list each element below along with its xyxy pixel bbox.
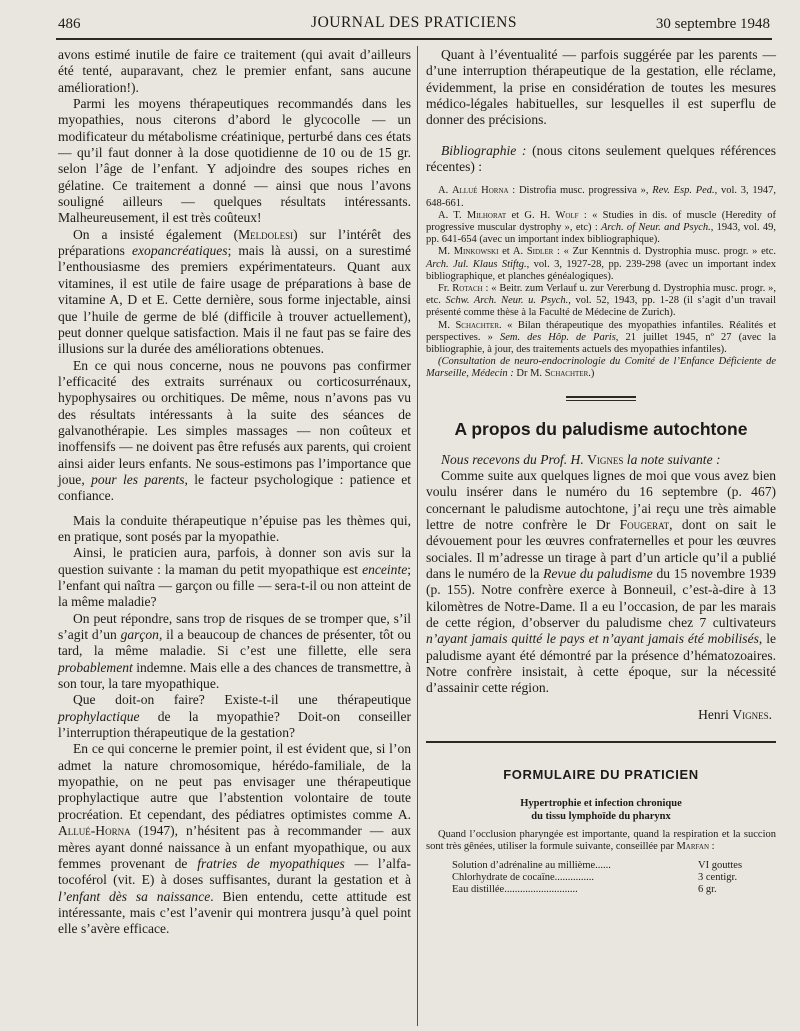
- article-intro: Nous recevons du Prof. H. Vignes la note suivante :: [441, 451, 721, 467]
- right-column: [426, 47, 776, 897]
- article-title: A propos du paludisme autochtone: [454, 418, 748, 439]
- paragraph: Quant à l’éventualité — parfois suggérée par les parents — d’une interruption thérapeutique de la gestation, elle réclame, évidemment, la prise en considération de toutes les mesures médico-légales habituelles, sur lesquelles il est superflu de donner des précisions.: [426, 47, 776, 128]
- page-header: [58, 12, 770, 36]
- page-number: 486: [58, 16, 81, 32]
- formulaire-subtitle: Hypertrophie et infection chronique du tissu lymphoïde du pharynx: [520, 798, 682, 822]
- paragraph: En ce qui nous concerne, nous ne pouvons pas confirmer l’efficacité des extraits surrénaux ou corticosurrénaux, hypophysaires ou orchitiques. De même, nous n’avons pas vu des résultats intéressants à la suite des séances de galvanothérapie. Les simples massages — non coûteux et inoffensifs — ne doivent pas être refusés aux parents, qui croient ainsi aider leurs enfants. Ne sous-estimons pas l’importance que joue, pour les parents, le facteur psychologique : patience et confiance.: [58, 357, 411, 504]
- bibliography-heading: Bibliographie : (nous citons seulement quelques références récentes) :: [426, 142, 777, 175]
- reference: M. Schachter. « Bilan thérapeutique des myopathies infantiles. Réalités et perspectives. » Sem. des Hôp. de Paris, 21 juillet 1945, nº 27 (avec la bibliographie, à jour, des traitements actuels des myopathies infantiles).: [426, 319, 776, 356]
- formulaire-title: FORMULAIRE DU PRATICIEN: [503, 767, 699, 783]
- reference: A. T. Milhorat et G. H. Wolf : « Studies in dis. of muscle (Heredity of progressive muscular dystrophy », etc) : Arch. of Neur. and Psych., 1943, vol. 49, pp. 641-654 (avec un important index bibliographique).: [426, 209, 776, 246]
- column-divider: [417, 46, 418, 1026]
- paragraph: En ce qui concerne le premier point, il est évident que, si l’on admet la nature chromosomique, hérédo-familiale, de la myopathie, on ne peut pas envisager une thérapeutique prophylactique autre que l’abstention volontaire de toute procréation. Et cependant, des pédiatres optimistes comme A. Allué-Horna (1947), n’hésitent pas à recommander — aux mères ayant donné naissance à un enfant myopathique, ou aux femmes provenant de fratries de myopathiques — l’alfa-tocoférol (vit. E) à doses suffisantes, durant la gestation et à l’enfant dès sa naissance. Bien entendu, cette attitude est intéressante, mais c’est l’avenir qui montrera jusqu’à quel point elle s’avère efficace.: [58, 741, 411, 937]
- header-rule: [56, 38, 772, 40]
- paragraph: On peut répondre, sans trop de risques de se tromper que, s’il s’agit d’un garçon, il a beaucoup de chances de présenter, tôt ou tard, la même maladie. Si c’est une fillette, elle sera probablement indemne. Mais elle a des chances de transmettre, à son tour, la tare myopathique.: [58, 610, 411, 692]
- journal-title: JOURNAL DES PRATICIENS: [311, 14, 517, 31]
- section-rule: [426, 741, 776, 743]
- reference: A. Allué Horna : Distrofia musc. progressiva », Rev. Esp. Ped., vol. 3, 1947, 648-661.: [426, 185, 777, 209]
- paragraph: Ainsi, le praticien aura, parfois, à donner son avis sur la question suivante : la maman du petit myopathique est enceinte; l’enfant qui naîtra — garçon ou fille — sera-t-il ou non atteint de la même maladie?: [58, 545, 411, 610]
- paragraph: On a insisté également (Meldolesi) sur l’intérêt des préparations exopancréatiques; mais là aussi, on a surestimé l’enthousiasme des premiers expérimentateurs. Quant aux vitamines, il est utile de faire usage de préparations à base de vitamine A, D et E. Cette dernière, sous forme injectable, ainsi que l’huile de germe de blé (difficile à trouver actuellement), peut donner quelque satisfaction. Mais il ne faut pas se faire des illusions sur la durée des améliorations obtenues.: [58, 226, 412, 357]
- recipe-row: Eau distillée............................ 6 gr.: [452, 884, 717, 896]
- paragraph: Mais la conduite thérapeutique n’épuise pas les thèmes qui, en pratique, sont posés par la myopathie.: [58, 512, 411, 544]
- formulaire-text: Quand l’occlusion pharyngée est importante, quand la respiration et la succion sont très gênées, utiliser la formule suivante, conseillée par Marfan :: [426, 829, 776, 853]
- recipe-row: Solution d’adrénaline au millième...... VI gouttes: [452, 859, 743, 871]
- article-body: Comme suite aux quelques lignes de moi que vous avez bien voulu insérer dans le numéro du 16 septembre (p. 467) concernant le paludisme autochtone, j’ai reçu une très aimable lettre de notre confrère le Dr Fougerat, dont on sait le dévouement pour les œuvres confraternelles et pour les œuvres sociales. Il m’adresse un tirage à part d’un article qu’il a publié dans le numéro de la Revue du paludisme du 15 novembre 1939 (p. 155). Notre confrère exerce à Bonneuil, c’est-à-dire à 13 kilomètres de Notre-Dame. Il a eu l’occasion, de par les marais de cette région, d’observer du paludisme chez 7 cultivateurs n’ayant jamais quitté le pays et n’ayant jamais été mobilisés, le paludisme ayant été démontré par la présence d’hématozoaires. Notre confrère insistait, à cette époque, sur la nécessité d’assainir cette région.: [426, 468, 776, 696]
- signature: Henri Vignes.: [698, 706, 772, 722]
- reference-note: (Consultation de neuro-endocrinologie du Comité de l’Enfance Déficiente de Marseille, Médecin : Dr M. Schachter.): [426, 356, 776, 380]
- reference: M. Minkowski et A. Sidler : « Zur Kenntnis d. Dystrophia musc. progr. » etc. Arch. Jul. Klaus Stiftg., vol. 3, 1927-28, pp. 239-298 (avec un important index bibliographique, et planches généalogiques).: [426, 246, 776, 282]
- recipe-list: [426, 860, 776, 897]
- section-divider: [566, 396, 636, 401]
- recipe-row: Chlorhydrate de cocaïne............... 3 centigr.: [452, 871, 738, 883]
- reference: Fr. Rotach : « Beitr. zum Verlauf u. zur Vererbung d. Dystrophia musc. progr. », etc. Schw. Arch. Neur. u. Psych., vol. 52, 1943, pp. 1-28 (il s’agit d’un travail présenté comme thèse à la Faculté de Médecine de Zurich).: [426, 283, 777, 319]
- paragraph: Que doit-on faire? Existe-t-il une thérapeutique prophylactique de la myopathie? Doit-on conseiller l’interruption thérapeutique de la gestation?: [58, 692, 411, 741]
- left-column: [58, 47, 411, 938]
- bibliography-list: [426, 185, 776, 380]
- issue-date: 30 septembre 1948: [655, 16, 770, 32]
- paragraph: Parmi les moyens thérapeutiques recommandés dans les myopathies, nous citerons d’abord le glycocolle — un modificateur du métabolisme créatinique, perturbé dans ces états — qu’il faut donner à la dose quotidienne de 10 ou de 15 gr. selon l’âge de l’enfant. Y adjoindre des soupes riches en gélatine. Ce traitement a donné — ainsi que nous l’avons souligné ailleurs — quelques résultats intéressants. Malheureusement, il est très coûteux!: [58, 96, 411, 226]
- paragraph: avons estimé inutile de faire ce traitement (qui avait d’ailleurs été tenté, auparavant, chez le premier enfant, sans aucune amélioration!).: [58, 47, 411, 95]
